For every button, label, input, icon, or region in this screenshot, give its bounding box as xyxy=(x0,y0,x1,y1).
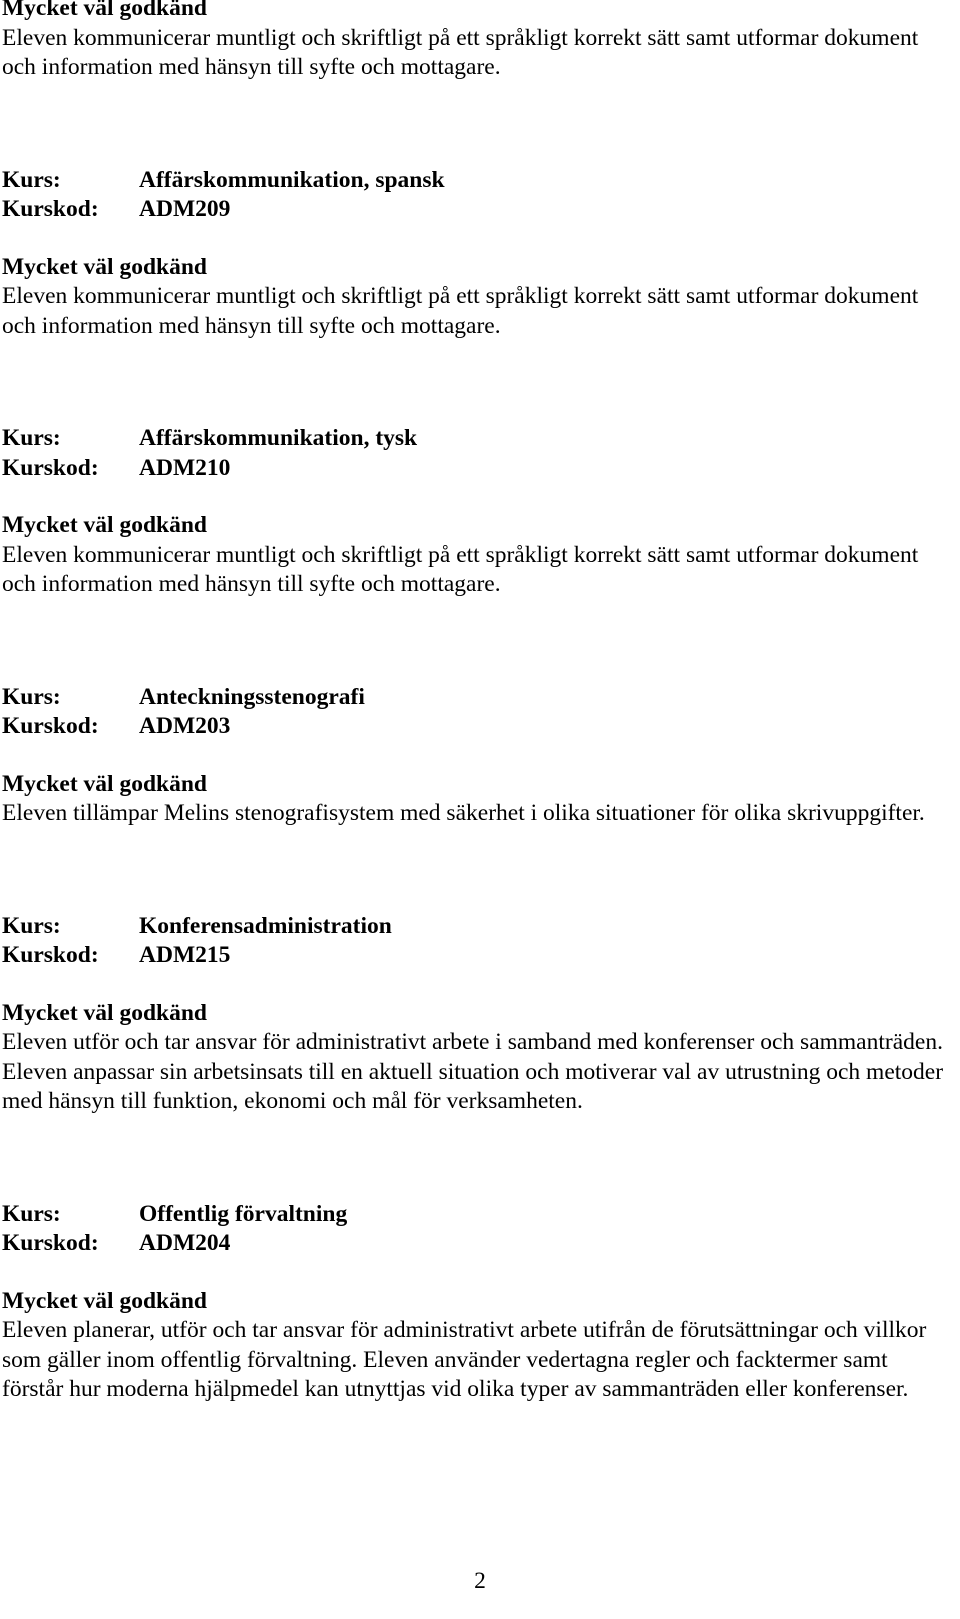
course-code: ADM203 xyxy=(139,713,231,739)
course-code-row xyxy=(2,454,952,484)
grade-heading: Mycket väl godkänd xyxy=(2,253,207,280)
course-section xyxy=(2,166,952,342)
course-name-row xyxy=(2,912,952,942)
course-code-label: Kurskod: xyxy=(2,1230,99,1256)
document-page xyxy=(2,0,952,1405)
grade-description: Eleven kommunicerar muntligt och skriftligt på ett språkligt korrekt sätt samt utformar dokument och information med hänsyn till syfte och mottagare. xyxy=(2,283,919,339)
grade-description: Eleven planerar, utför och tar ansvar för administrativt arbete utifrån de förutsättningar och villkor som gäller inom offentlig förvaltning. Eleven använder vedertagna regler och facktermer samt förstår hur moderna hjälpmedel kan utnyttjas vid olika typer av sammanträden eller konferenser. xyxy=(2,1317,927,1402)
course-code: ADM215 xyxy=(139,942,231,968)
course-meta xyxy=(2,1200,952,1259)
grade-heading: Mycket väl godkänd xyxy=(2,999,207,1026)
course-name: Affärskommunikation, tysk xyxy=(139,425,418,451)
course-code: ADM204 xyxy=(139,1230,231,1256)
course-label: Kurs: xyxy=(2,166,61,193)
course-name: Offentlig förvaltning xyxy=(139,1200,348,1227)
course-name: Affärskommunikation, spansk xyxy=(139,166,445,193)
grade-description: Eleven utför och tar ansvar för administrativt arbete i samband med konferenser och sammanträden. Eleven anpassar sin arbetsinsats till en aktuell situation och motiverar val av utrustning och metoder med hänsyn till funktion, ekonomi och mål för verksamheten. xyxy=(2,1029,944,1114)
course-meta xyxy=(2,912,952,971)
course-code-row xyxy=(2,195,952,225)
course-code-row xyxy=(2,941,952,971)
course-label: Kurs: xyxy=(2,425,61,451)
grade-description: Eleven kommunicerar muntligt och skriftligt på ett språkligt korrekt sätt samt utformar dokument och information med hänsyn till syfte och mottagare. xyxy=(2,541,919,597)
grade-description: Eleven kommunicerar muntligt och skriftligt på ett språkligt korrekt sätt samt utformar dokument och information med hänsyn till syfte och mottagare. xyxy=(2,24,919,80)
course-name: Anteckningsstenografi xyxy=(139,683,365,710)
course-code-label: Kurskod: xyxy=(2,196,99,222)
course-meta xyxy=(2,683,952,742)
intro-section xyxy=(2,0,952,83)
course-label: Kurs: xyxy=(2,1200,61,1227)
grade-heading: Mycket väl godkänd xyxy=(2,770,207,797)
course-code-label: Kurskod: xyxy=(2,454,99,481)
course-code-label: Kurskod: xyxy=(2,942,99,968)
course-name: Konferensadministration xyxy=(139,912,392,939)
course-section xyxy=(2,683,952,829)
course-code-row xyxy=(2,1229,952,1259)
course-code: ADM210 xyxy=(139,454,231,481)
grade-heading: Mycket väl godkänd xyxy=(2,1287,207,1314)
page-number: 2 xyxy=(474,1568,486,1594)
grade-heading: Mycket väl godkänd xyxy=(2,512,207,538)
course-label: Kurs: xyxy=(2,912,61,939)
course-code-row xyxy=(2,712,952,742)
course-section xyxy=(2,424,952,600)
course-label: Kurs: xyxy=(2,683,61,710)
course-name-row xyxy=(2,683,952,713)
course-code-label: Kurskod: xyxy=(2,713,99,739)
course-section xyxy=(2,1200,952,1405)
course-name-row xyxy=(2,166,952,196)
course-meta xyxy=(2,424,952,483)
course-name-row xyxy=(2,424,952,454)
course-meta xyxy=(2,166,952,225)
course-code: ADM209 xyxy=(139,196,231,222)
course-section xyxy=(2,912,952,1117)
grade-description: Eleven tillämpar Melins stenografisystem med säkerhet i olika situationer för olika skrivuppgifter. xyxy=(2,800,925,826)
grade-heading: Mycket väl godkänd xyxy=(2,0,207,21)
course-name-row xyxy=(2,1200,952,1230)
